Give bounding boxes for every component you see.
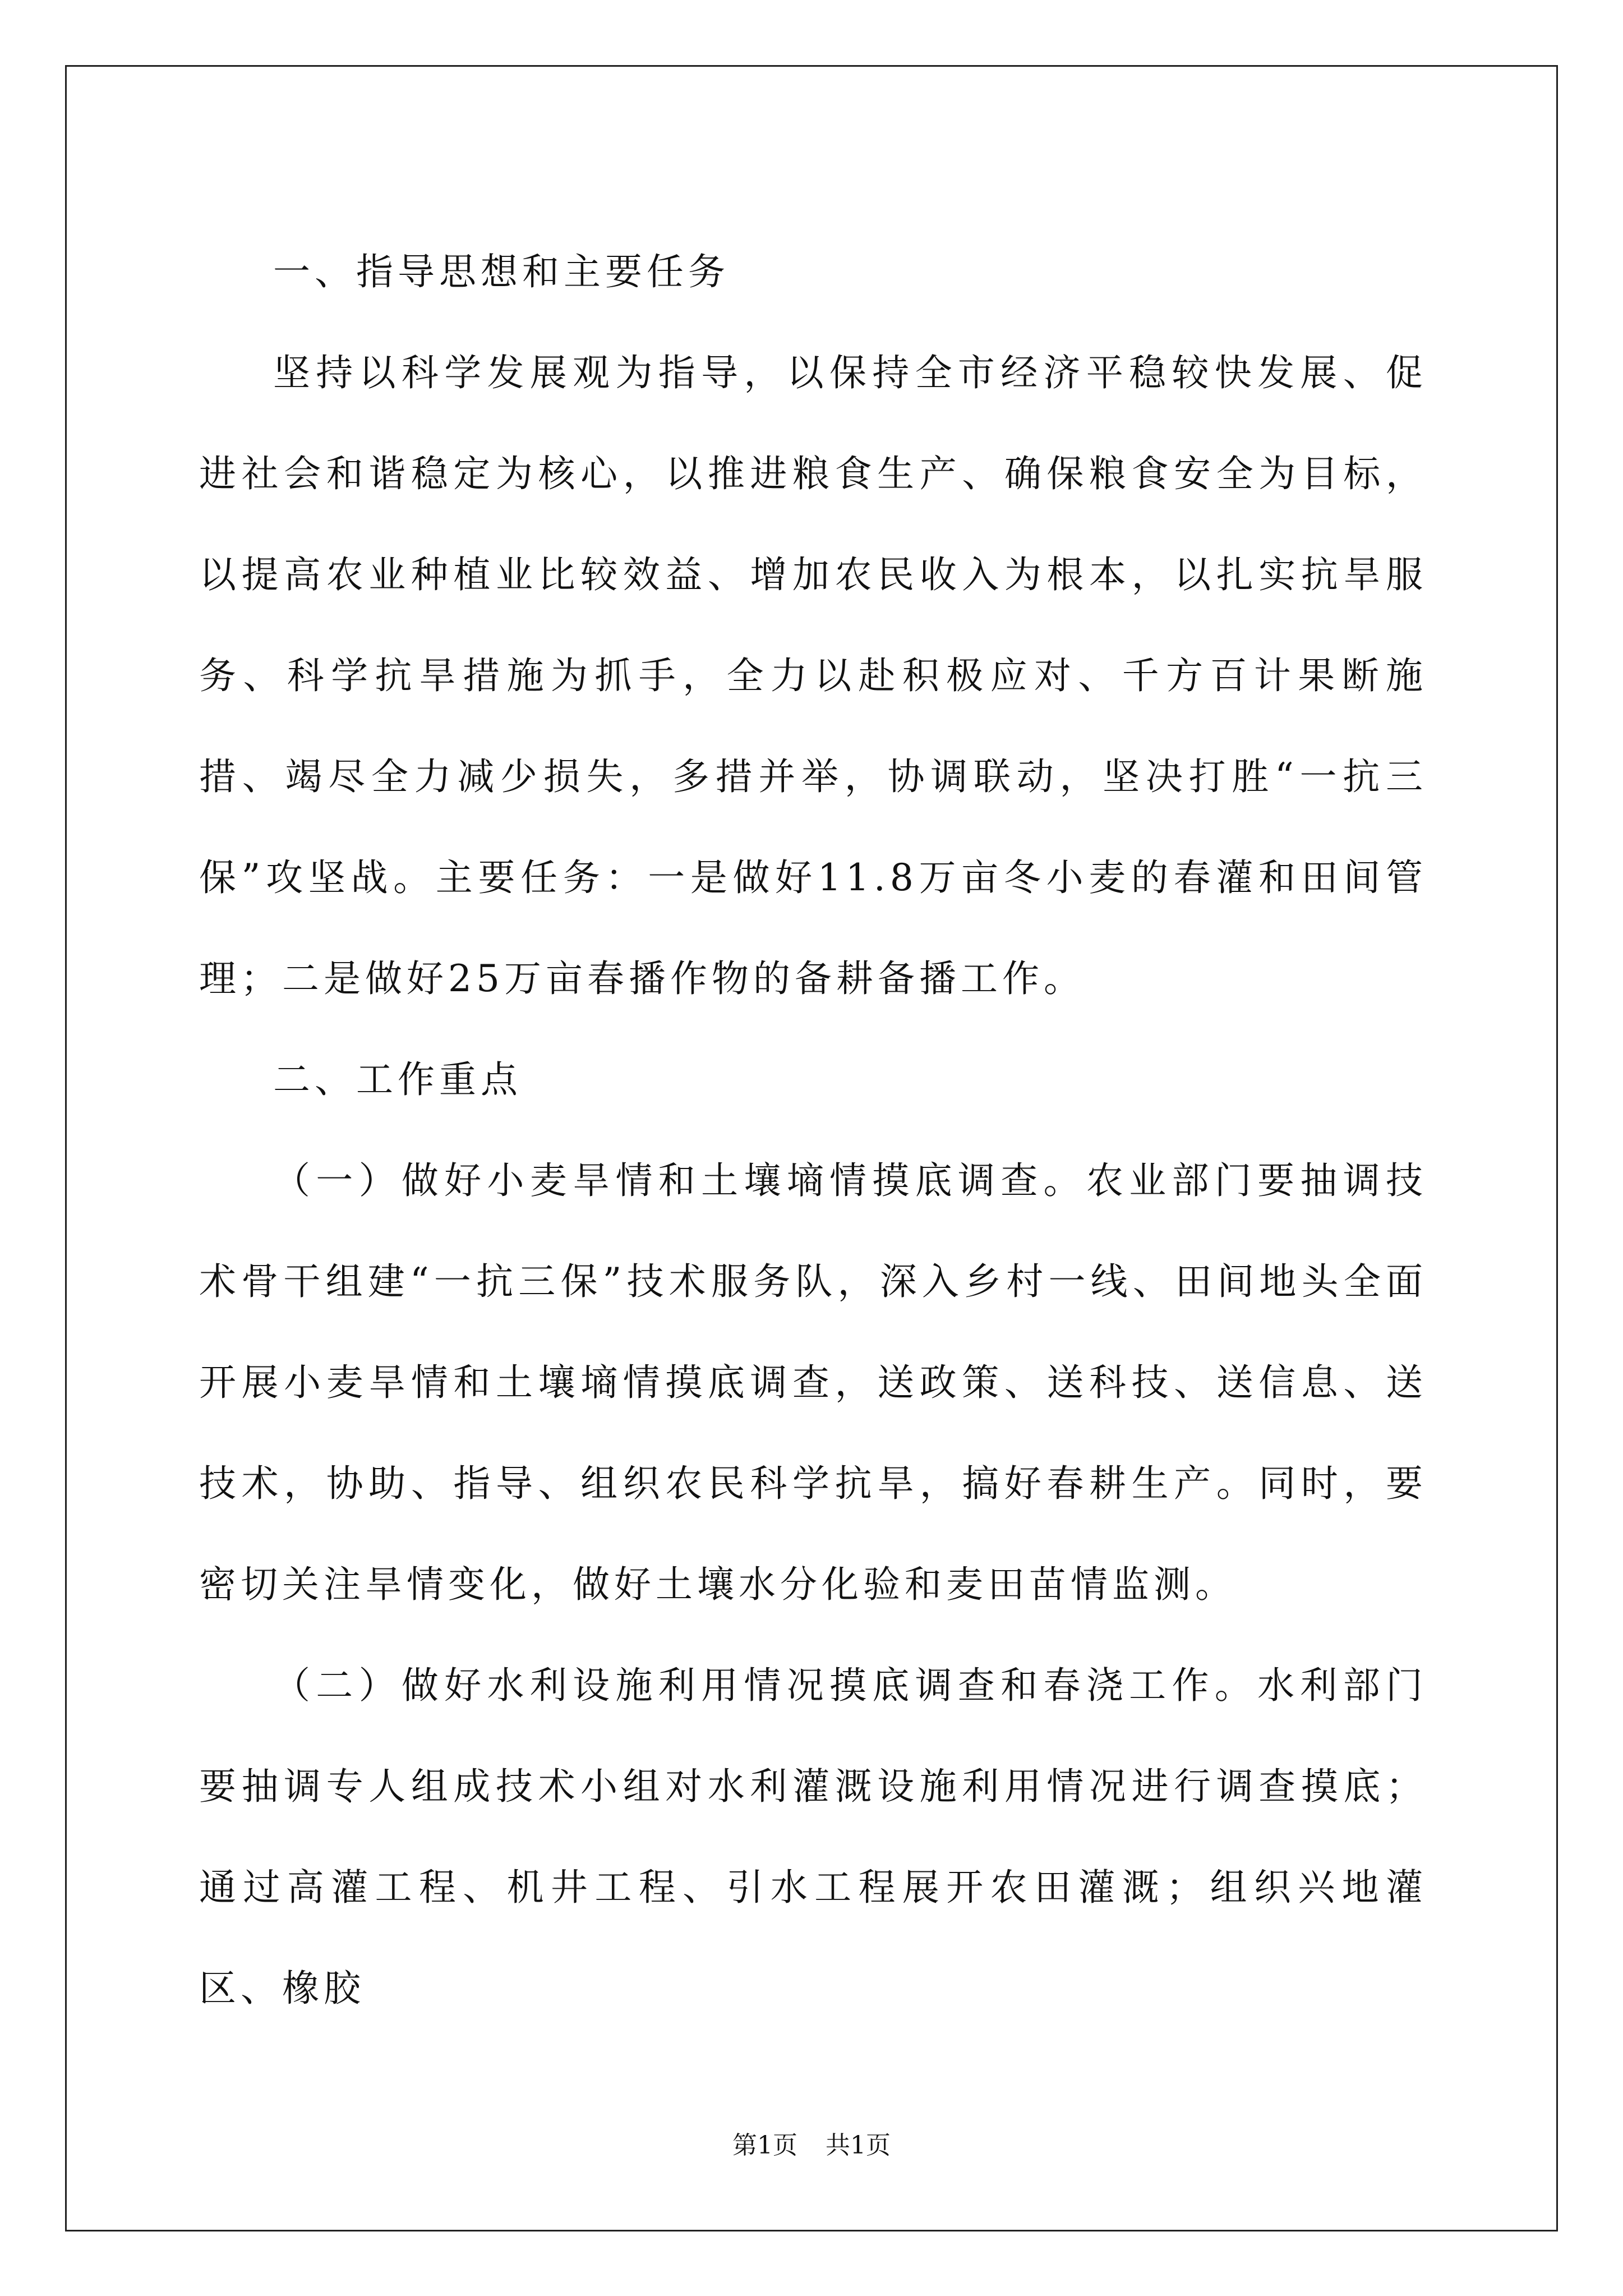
paragraph-1: 坚持以科学发展观为指导，以保持全市经济平稳较快发展、促进社会和谐稳定为核心，以推进粮食生产、确保粮食安全为目标，以提高农业种植业比较效益、增加农民收入为根本，以扎实抗旱服务、科学抗旱措施为抓手，全力以赴积极应对、千方百计果断施措、竭尽全力减少损失，多措并举，协调联动，坚决打胜“一抗三保”攻坚战。主要任务：一是做好11.8万亩冬小麦的春灌和田间管理；二是做好25万亩春播作物的备耕备播工作。 [199, 351, 1427, 1000]
paragraph-3: （二）做好水利设施利用情况摸底调查和春浇工作。水利部门要抽调专人组成技术小组对水利灌溉设施利用情况进行调查摸底；通过高灌工程、机井工程、引水工程展开农田灌溉；组织兴地灌区、橡胶 [199, 1664, 1427, 2010]
page-number-total: 共1页 [826, 2131, 891, 2160]
section-heading-1: 一、指导思想和主要任务 [273, 250, 730, 293]
paragraph-2: （一）做好小麦旱情和土壤墒情摸底调查。农业部门要抽调技术骨干组建“一抗三保”技术服务队，深入乡村一线、田间地头全面开展小麦旱情和土壤墒情摸底调查，送政策、送科技、送信息、送技术，协助、指导、组织农民科学抗旱，搞好春耕生产。同时，要密切关注旱情变化，做好土壤水分化验和麦田苗情监测。 [199, 1159, 1427, 1606]
page-number-current: 第1页 [732, 2131, 797, 2160]
page-footer [0, 2129, 1623, 2162]
document-body [199, 222, 1427, 2039]
section-heading-2: 二、工作重点 [273, 1058, 522, 1101]
